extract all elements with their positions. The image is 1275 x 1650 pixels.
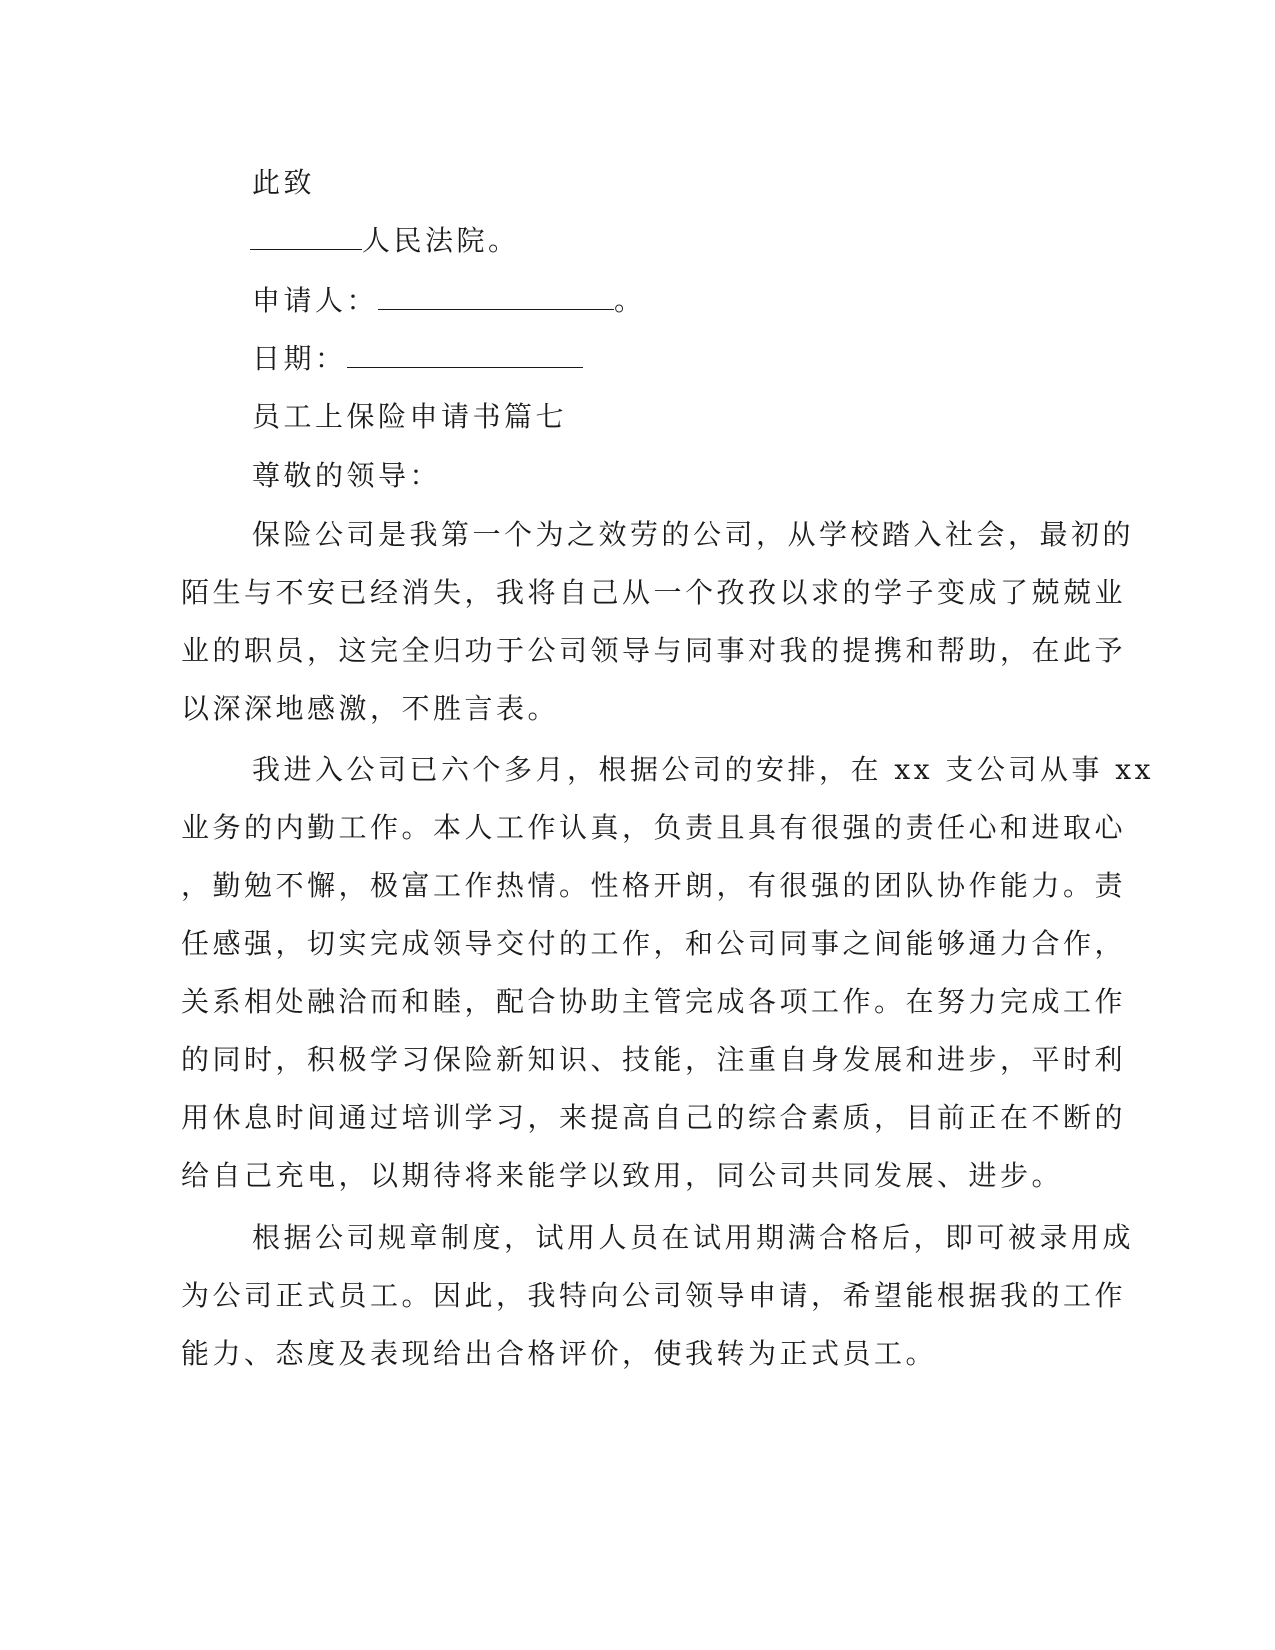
court-line [250, 221, 520, 261]
salutation: 尊敬的领导： [252, 459, 442, 492]
paragraph-line: 以深深地感激，不胜言表。 [181, 692, 560, 725]
paragraph-line: 给自己充电，以期待将来能学以致用，同公司共同发展、进步。 [181, 1159, 1064, 1192]
date-line [252, 339, 583, 379]
applicant-end: 。 [614, 284, 646, 317]
paragraph-line: ，勤勉不懈，极富工作热情。性格开朗，有很强的团队协作能力。责 [181, 869, 1127, 902]
section-title: 员工上保险申请书篇七 [252, 400, 568, 433]
court-blank [250, 223, 362, 250]
applicant-line [252, 281, 646, 321]
date-label: 日期： [252, 342, 347, 375]
paragraph-line: 用休息时间通过培训学习，来提高自己的综合素质，目前正在不断的 [181, 1101, 1127, 1134]
applicant-blank [378, 283, 614, 310]
paragraph-line: 我进入公司已六个多月，根据公司的安排，在 xx 支公司从事 xx [252, 753, 1154, 786]
date-blank [347, 341, 583, 368]
court-suffix: 人民法院。 [362, 224, 520, 257]
paragraph-line: 陌生与不安已经消失，我将自己从一个孜孜以求的学子变成了兢兢业 [181, 576, 1127, 609]
paragraph-line: 业的职员，这完全归功于公司领导与同事对我的提携和帮助，在此予 [181, 634, 1127, 667]
paragraph-line: 能力、态度及表现给出合格评价，使我转为正式员工。 [181, 1337, 938, 1370]
paragraph-line: 为公司正式员工。因此，我特向公司领导申请，希望能根据我的工作 [181, 1279, 1127, 1312]
paragraph-line: 的同时，积极学习保险新知识、技能，注重自身发展和进步，平时利 [181, 1043, 1127, 1076]
closing-to: 此致 [252, 166, 316, 199]
paragraph-line: 任感强，切实完成领导交付的工作，和公司同事之间能够通力合作， [181, 927, 1127, 960]
paragraph-line: 保险公司是我第一个为之效劳的公司，从学校踏入社会，最初的 [252, 518, 1135, 551]
paragraph-line: 关系相处融洽而和睦，配合协助主管完成各项工作。在努力完成工作 [181, 985, 1127, 1018]
paragraph-line: 根据公司规章制度，试用人员在试用期满合格后，即可被录用成 [252, 1221, 1135, 1254]
paragraph-line: 业务的内勤工作。本人工作认真，负责且具有很强的责任心和进取心 [181, 811, 1127, 844]
applicant-label: 申请人： [252, 284, 379, 317]
